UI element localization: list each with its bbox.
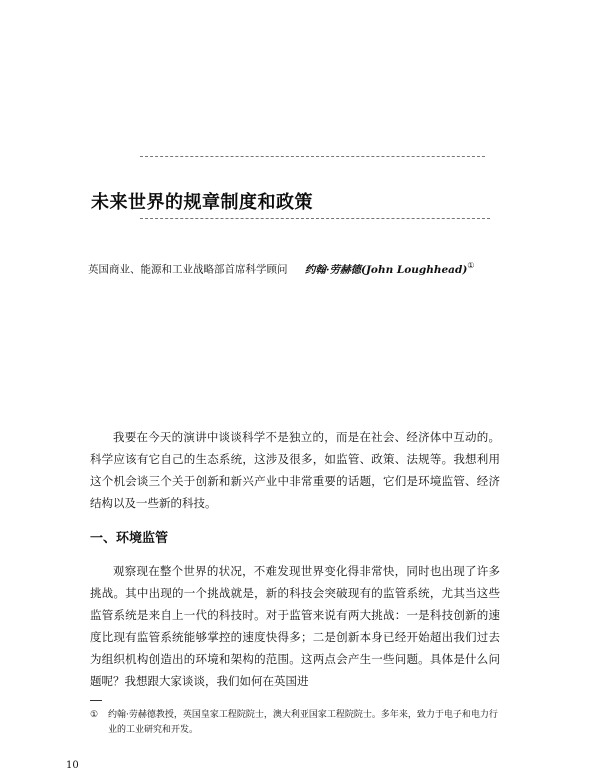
page-number: 10 xyxy=(66,760,79,771)
footnote xyxy=(90,708,500,738)
author-name: 约翰·劳赫德(John Loughhead) xyxy=(304,263,468,276)
section-heading: 一、环境监管 xyxy=(90,531,169,546)
footnote-marker: ① xyxy=(90,710,99,720)
footnote-line-2: 业的工业研究和开发。 xyxy=(108,725,199,735)
top-rule xyxy=(140,156,485,157)
footnote-ref: ① xyxy=(467,261,475,270)
footnote-divider xyxy=(90,700,102,701)
byline xyxy=(88,261,474,277)
section-paragraph: 观察现在整个世界的状况，不难发现世界变化得非常快，同时也出现了许多挑战。其中出现的一个挑战就是，新的科技会突破现有的监管系统，尤其当这些监管系统是来自上一代的科技时。对于监管来说有两大挑战：一是科技创新的速度比现有监管系统能够掌控的速度快得多；二是创新本身已经开始超出我们过去为组织机构创造出的环境和架构的范围。这两点会产生一些问题。具体是什么问题呢？我想跟大家谈谈，我们如何在英国进 xyxy=(90,564,500,688)
title-rule xyxy=(140,218,490,219)
intro-paragraph: 我要在今天的演讲中谈谈科学不是独立的，而是在社会、经济体中互动的。科学应该有它自己的生态系统，这涉及很多，如监管、政策、法规等。我想利用这个机会谈三个关于创新和新兴产业中非常重要的话题，它们是环境监管、经济结构以及一些新的科技。 xyxy=(90,430,500,510)
page-title: 未来世界的规章制度和政策 xyxy=(91,192,313,213)
author-affiliation: 英国商业、能源和工业战略部首席科学顾问 xyxy=(88,263,288,276)
footnote-line-1: 约翰·劳赫德教授，英国皇家工程院院士，澳大利亚国家工程院院士。多年来，致力于电子和电力行 xyxy=(108,710,498,720)
